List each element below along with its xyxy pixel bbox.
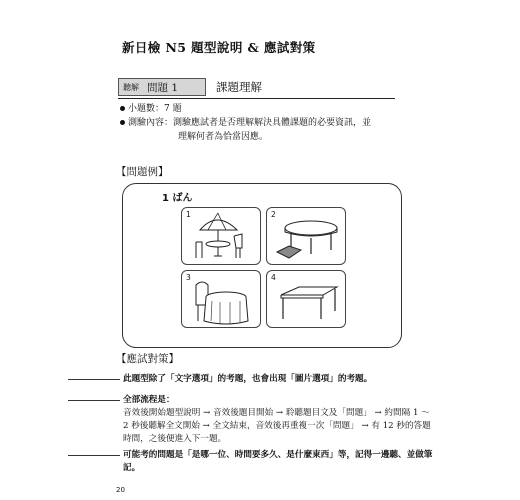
divider-line: [68, 400, 120, 401]
strategy-paragraph-3: 可能考的問題是「是哪一位、時間要多久、是什麼東西」等，記得一邊聽、並做筆: [123, 450, 433, 460]
parasol-table-icon: [182, 208, 262, 266]
strategy-paragraph-1: 此題型除了「文字選項」的考題，也會出現「圖片選項」的考題。: [123, 374, 373, 384]
divider-line: [68, 379, 120, 380]
bullet-content: [120, 116, 371, 130]
section-name: 課題理解: [216, 80, 262, 94]
picture-option-1: [181, 207, 261, 265]
strategy-label: 【應試對策】: [116, 353, 179, 365]
bullet-dot-icon: [120, 106, 125, 111]
picture-number: 4: [271, 273, 276, 282]
picture-number: 2: [271, 210, 276, 219]
strategy-flow-title: 全部流程是：: [123, 395, 175, 405]
strategy-flow-line: 音效後開始題型說明 → 音效後題目開始 → 聆聽題目文及「問題」 → 約間隔 1 ～: [123, 408, 430, 418]
bullet-dot-icon: [120, 120, 125, 125]
picture-option-4: [266, 270, 346, 328]
example-label: 【問題例】: [116, 166, 169, 178]
round-table-cushion-icon: [267, 208, 347, 266]
divider-line: [68, 455, 120, 456]
strategy-flow-line: 2 秒後聽解全文開始 → 全文結束，音效後再重複一次「問題」 → 有 12 秒的答題: [123, 421, 431, 431]
bullet-content-cont: 理解何者為恰當因應。: [178, 132, 269, 142]
page-title: 新日檢 N5 題型說明 & 應試對策: [122, 40, 316, 55]
section-tag-sub: 聽解: [123, 82, 139, 92]
page-number: 20: [116, 486, 125, 494]
strategy-paragraph-3-cont: 記。: [123, 463, 141, 473]
section-tag-main: 問題 1: [147, 81, 179, 94]
section-header: [118, 78, 395, 99]
bullet-count-text: 小題數：7 題: [128, 104, 182, 114]
chair-tablecloth-icon: [182, 271, 262, 329]
picture-number: 1: [186, 210, 191, 219]
square-table-icon: [267, 271, 347, 329]
bullet-count: [120, 102, 182, 116]
section-tag: [118, 78, 206, 96]
strategy-flow-line: 時間，之後便進入下一題。: [123, 434, 227, 444]
example-heading: 1 ばん: [162, 193, 193, 204]
example-box: [122, 183, 402, 348]
picture-option-3: [181, 270, 261, 328]
picture-option-2: [266, 207, 346, 265]
picture-number: 3: [186, 273, 191, 282]
bullet-content-text: 測驗內容：測驗應試者是否理解解決具體課題的必要資訊，並: [128, 118, 372, 128]
